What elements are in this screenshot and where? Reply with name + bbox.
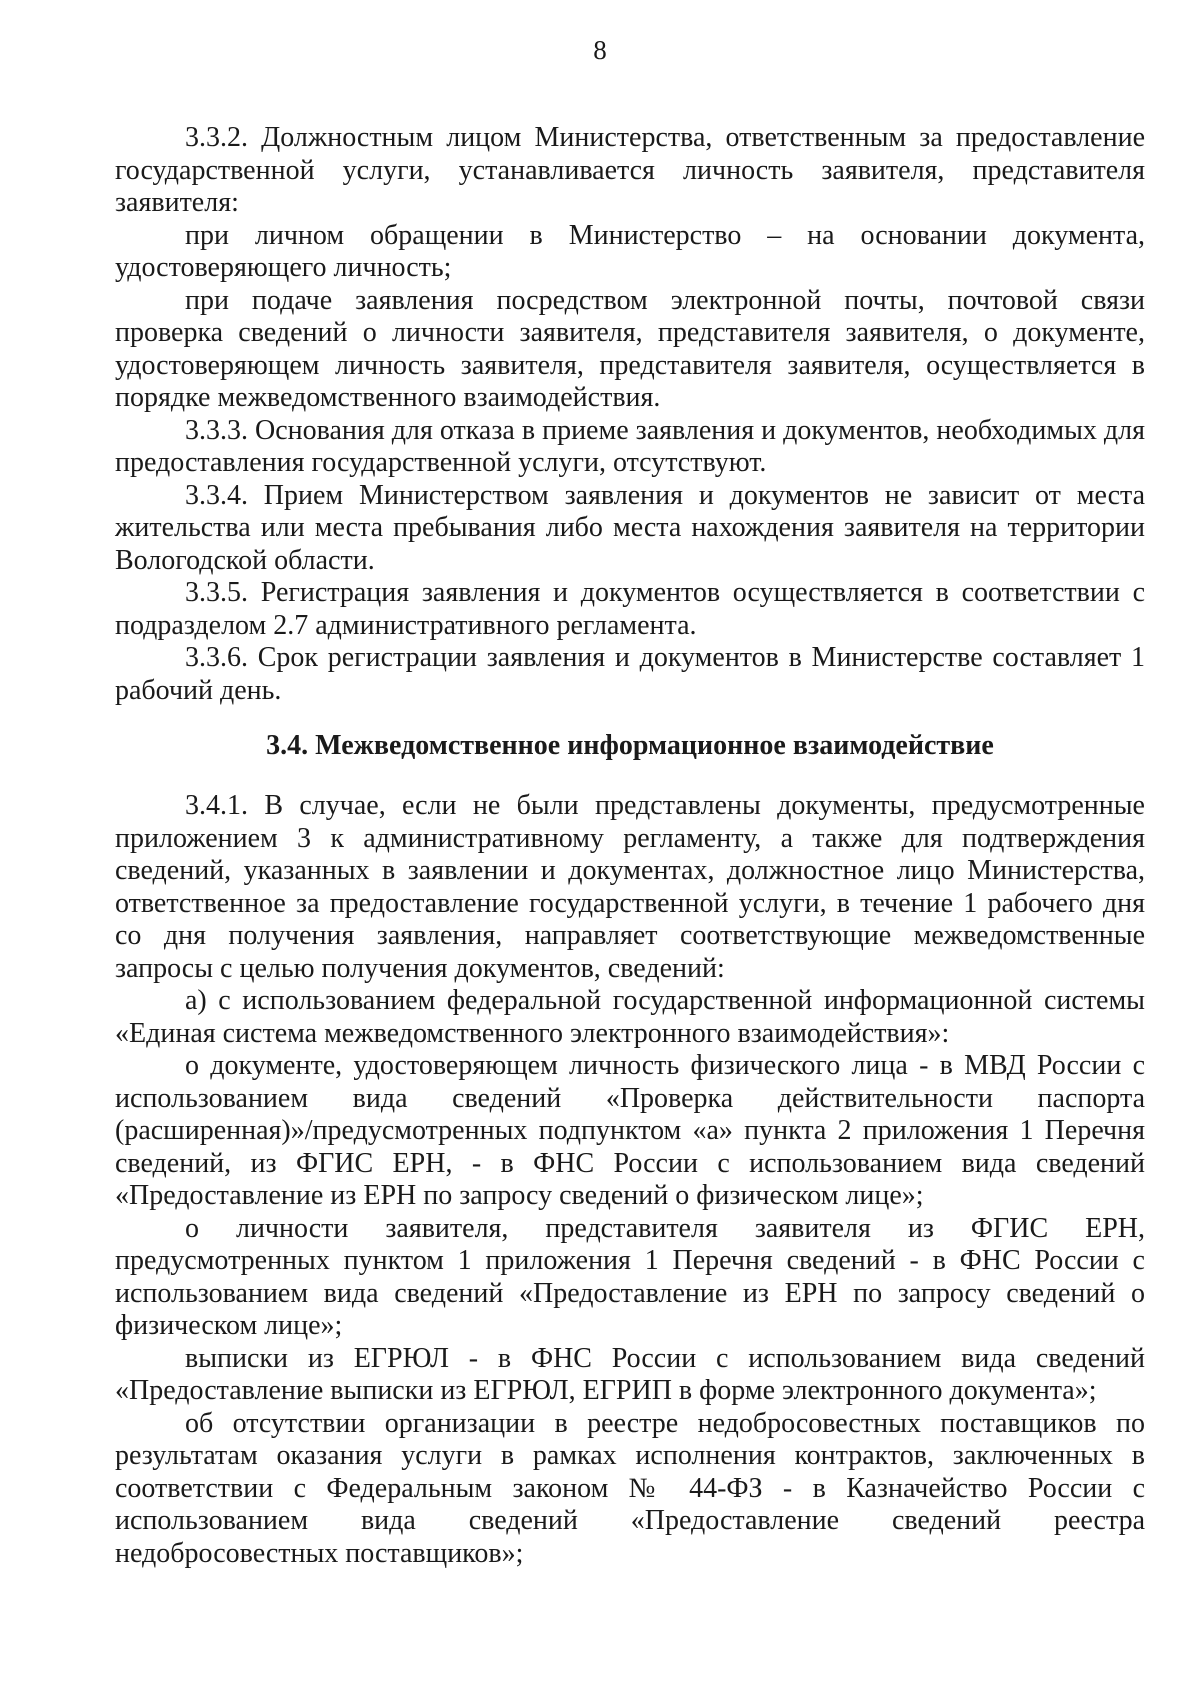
document-body <box>115 122 1145 1570</box>
paragraph-3-3-2: 3.3.2. Должностным лицом Министерства, ответственным за предоставление государственной услуги, устанавливается личность заявителя, представителя заявителя: <box>115 122 1145 218</box>
paragraph-identity-document: о документе, удостоверяющем личность физического лица - в МВД России с использованием вида сведений «Проверка действительности паспорта (расширенная)»/предусмотренных подпунктом «а» пункта 2 приложения 1 Перечня сведений, из ФГИС ЕРН, - в ФНС России с использованием вида сведений «Предоставление из ЕРН по запросу сведений о физическом лице»; <box>115 1050 1145 1211</box>
paragraph-personal-visit: при личном обращении в Министерство – на основании документа, удостоверяющего личность; <box>115 219 1145 283</box>
paragraph-3-3-6: 3.3.6. Срок регистрации заявления и документов в Министерстве составляет 1 рабочий день. <box>115 642 1145 706</box>
paragraph-3-3-5: 3.3.5. Регистрация заявления и документов осуществляется в соответствии с подразделом 2.7 административного регламента. <box>115 577 1145 641</box>
paragraph-3-4-1: 3.4.1. В случае, если не были представлены документы, предусмотренные приложением 3 к административному регламенту, а также для подтверждения сведений, указанных в заявлении и документах, должностное лицо Министерства, ответственное за предоставление государственной услуги, в течение 1 рабочего дня со дня получения заявления, направляет соответствующие межведомственные запросы с целью получения документов, сведений: <box>115 790 1145 984</box>
paragraph-electronic-submission: при подаче заявления посредством электронной почты, почтовой связи проверка сведений о личности заявителя, представителя заявителя, о документе, удостоверяющем личность заявителя, представителя заявителя, осуществляется в порядке межведомственного взаимодействия. <box>115 284 1145 413</box>
paragraph-3-3-3: 3.3.3. Основания для отказа в приеме заявления и документов, необходимых для предоставления государственной услуги, отсутствуют. <box>115 414 1145 478</box>
paragraph-item-a: а) с использованием федеральной государственной информационной системы «Единая система межведомственного электронного взаимодействия»: <box>115 985 1145 1049</box>
paragraph-egrul-extract: выписки из ЕГРЮЛ - в ФНС России с использованием вида сведений «Предоставление выписки из ЕГРЮЛ, ЕГРИП в форме электронного документа»; <box>115 1342 1145 1406</box>
section-heading: 3.4. Межведомственное информационное взаимодействие <box>266 730 994 761</box>
paragraph-applicant-identity: о личности заявителя, представителя заявителя из ФГИС ЕРН, предусмотренных пунктом 1 приложения 1 Перечня сведений - в ФНС России с использованием вида сведений «Предоставление из ЕРН по запросу сведений о физическом лице»; <box>115 1212 1145 1341</box>
paragraph-unfair-suppliers: об отсутствии организации в реестре недобросовестных поставщиков по результатам оказания услуги в рамках исполнения контрактов, заключенных в соответствии с Федеральным законом № 44-ФЗ - в Казначейство России с использованием вида сведений «Предоставление сведений реестра недобросовестных поставщиков»; <box>115 1407 1145 1569</box>
paragraph-3-3-4: 3.3.4. Прием Министерством заявления и документов не зависит от места жительства или места пребывания либо места нахождения заявителя на территории Вологодской области. <box>115 479 1145 576</box>
page-number: 8 <box>593 35 607 65</box>
